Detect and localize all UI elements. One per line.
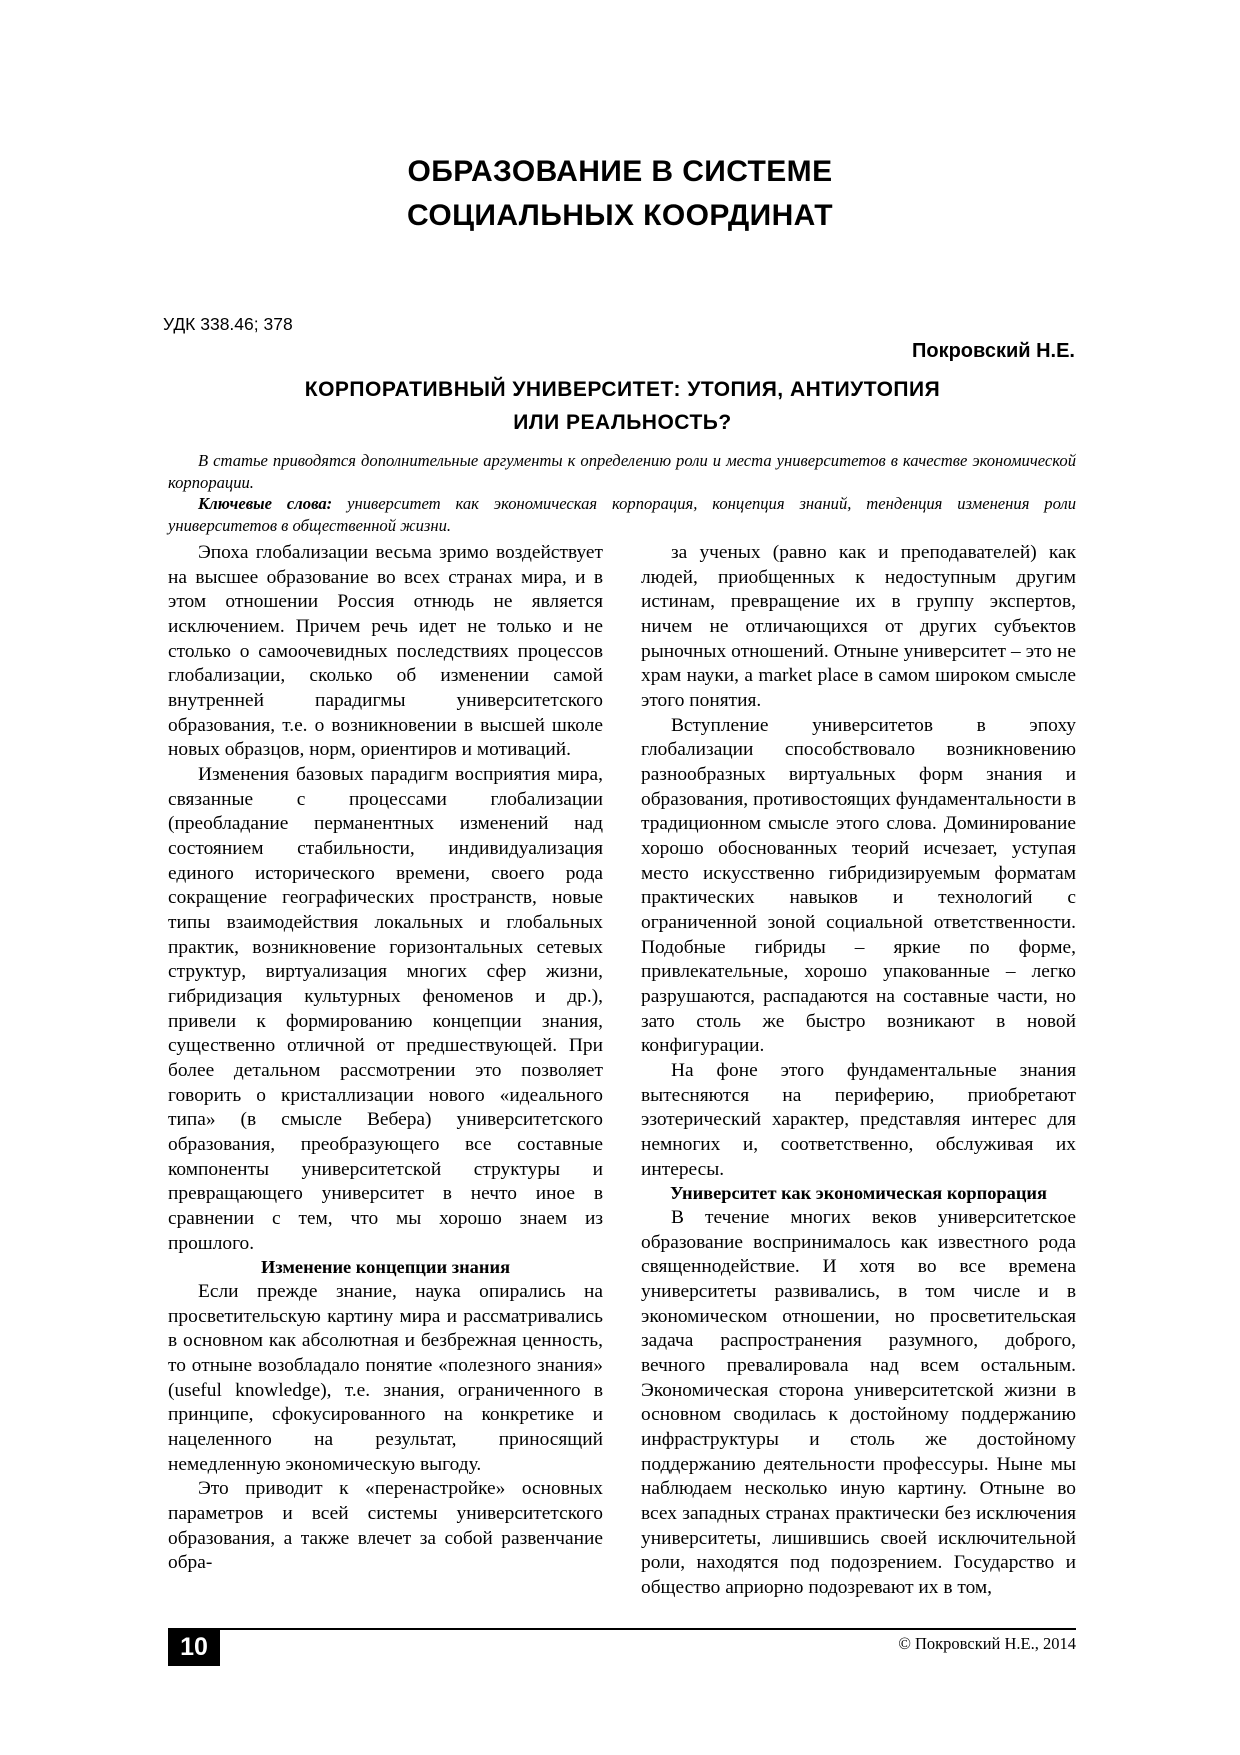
- left-column: [168, 541, 603, 1601]
- copyright-notice: © Покровский Н.Е., 2014: [898, 1634, 1076, 1653]
- article-title-line-2: ИЛИ РЕАЛЬНОСТЬ?: [513, 410, 732, 434]
- body-columns: [168, 541, 1076, 1601]
- keywords-text: университет как экономическая корпорация, концепция знаний, тенденция изменения роли университетов в общественной жизни.: [168, 494, 1076, 535]
- right-column: [641, 541, 1076, 1601]
- running-header: [170, 150, 1070, 239]
- keywords-label: Ключевые слова:: [198, 494, 333, 514]
- article-title-line-1: КОРПОРАТИВНЫЙ УНИВЕРСИТЕТ: УТОПИЯ, АНТИУТОПИЯ: [304, 378, 941, 401]
- keywords-paragraph: [168, 493, 1076, 536]
- section-heading: Университет как экономическая корпорация: [670, 1183, 1047, 1204]
- paragraph: Если прежде знание, наука опирались на просветительскую картину мира и рассматривались в основном как абсолютная и безбрежная ценность, то отныне возобладало понятие «полезного знания» (useful knowledge), т.е. знания, ограниченного в принципе, сфокусированного на конкретике и нацеленного на результат, приносящий немедленную экономическую выгоду.: [168, 1280, 603, 1475]
- paragraph: Эпоха глобализации весьма зримо воздействует на высшее образование во всех странах мира, и в этом отношении Россия отнюдь не является исключением. Причем речь идет не только и не столько о самоочевидных последствиях процессов глобализации, сколько об изменении самой внутренней парадигмы университетского образования, т.е. о возникновении в высшей школе новых образцов, норм, ориентиров и мотиваций.: [168, 542, 603, 761]
- footer-divider: [168, 1628, 1076, 1630]
- paragraph: В течение многих веков университетское образование воспринималось как известного рода священнодействие. И хотя во все времена университеты развивались, в том числе и в экономическом отношении, но просветительская задача распространения разумного, доброго, вечного превалировала над всем остальным. Экономическая сторона университетской жизни в основном сводилась к достойному поддержанию инфраструктуры и столь же достойному поддержанию деятельности профессуры. Ныне мы наблюдаем несколько иную картину. Отныне во всех западных странах практически без исключения университеты, лишившись своей исключительной роли, находятся под подозрением. Государство и общество априорно подозревают их в том,: [641, 1206, 1076, 1598]
- running-header-line-1: ОБРАЗОВАНИЕ В СИСТЕМЕ: [407, 155, 833, 188]
- abstract-block: [168, 450, 1076, 536]
- author-name: Покровский Н.Е.: [911, 340, 1075, 362]
- paragraph: Это приводит к «перенастройке» основных параметров и всей системы университетского образования, а также влечет за собой развенчание обра-: [168, 1478, 603, 1574]
- paragraph: На фоне этого фундаментальные знания вытесняются на периферию, приобретают эзотерический характер, представляя интерес для немногих и, соответственно, обслуживая их интересы.: [641, 1060, 1076, 1180]
- article-title: [170, 374, 1075, 439]
- paragraph: за ученых (равно как и преподавателей) как людей, приобщенных к недоступным другим истинам, превращение их в группу экспертов, ничем не отличающихся от других субъектов рыночных отношений. Отныне университет – это не храм науки, a market place в самом широком смысле этого понятия.: [641, 542, 1076, 712]
- paragraph: Изменения базовых парадигм восприятия мира, связанные с процессами глобализации (преобладание перманентных изменений над состоянием стабильности, индивидуализация единого исторического времени, своего рода сокращение географических пространств, новые типы взаимодействия локальных и глобальных практик, возникновение горизонтальных сетевых структур, виртуализация многих сфер жизни, гибридизация культурных феноменов и др.), привели к формированию концепции знания, существенно отличной от предшествующей. При более детальном рассмотрении это позволяет говорить о кристаллизации нового «идеального типа» (в смысле Вебера) университетского образования, преобразующего все составные компоненты университетской структуры и превращающего университет в нечто иное в сравнении с тем, что мы хорошо знаем из прошлого.: [168, 764, 603, 1254]
- page-number: 10: [168, 1628, 220, 1666]
- abstract-text: В статье приводятся дополнительные аргументы к определению роли и места университетов в качестве экономической корпорации.: [168, 451, 1076, 492]
- running-header-line-2: СОЦИАЛЬНЫХ КООРДИНАТ: [407, 199, 833, 233]
- udc-code: УДК 338.46; 378: [163, 314, 293, 334]
- paragraph: Вступление университетов в эпоху глобализации способствовало возникновению разнообразных виртуальных форм знания и образования, противостоящих фундаментальности в традиционном смысле этого слова. Доминирование хорошо обоснованных теорий исчезает, уступая место искусственно гибридизируемым форматам практических навыков и технологий с ограниченной зоной социальной ответственности. Подобные гибриды – яркие по форме, привлекательные, хорошо упакованные – легко разрушаются, распадаются на составные части, но зато столь же быстро возникают в новой конфигурации.: [641, 714, 1076, 1057]
- section-heading: Изменение концепции знания: [260, 1257, 511, 1278]
